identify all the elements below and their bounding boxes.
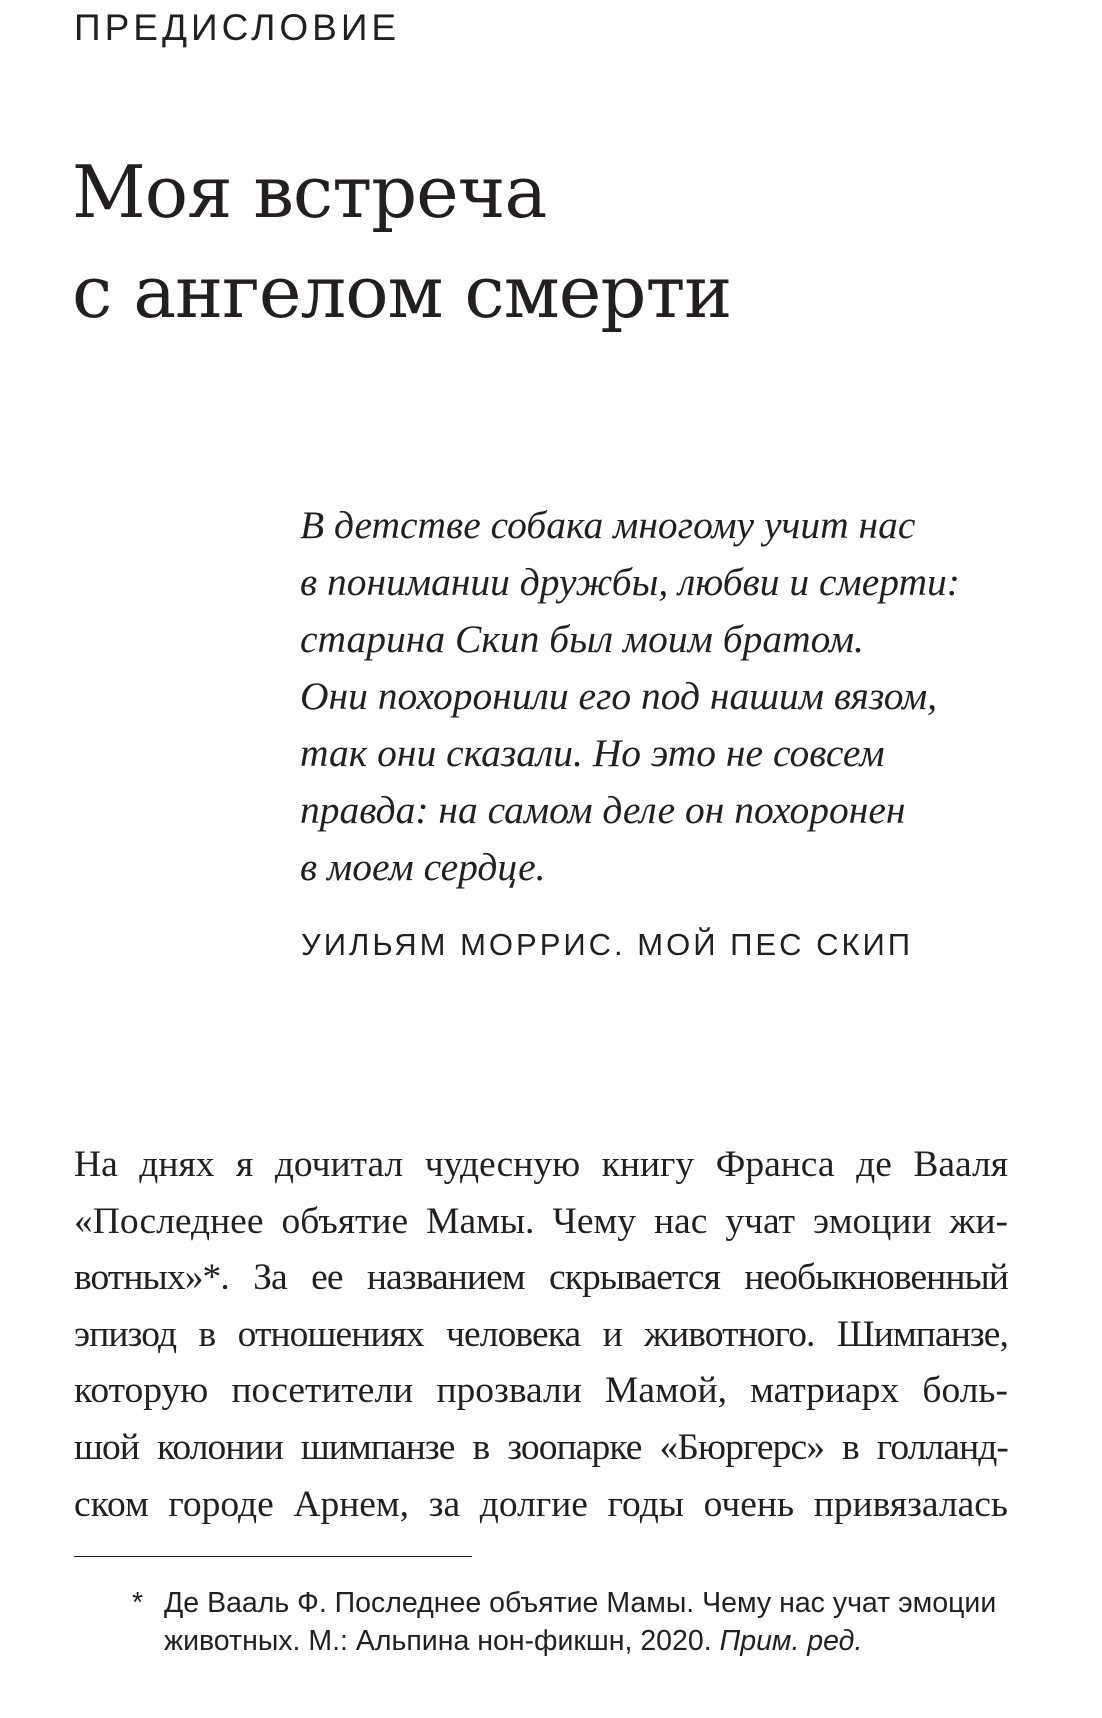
footnote-line-1: Де Вааль Ф. Последнее объятие Мамы. Чему нас учат эмоции [164, 1587, 997, 1619]
footnote-citation: животных. М.: Альпина нон-фикшн, 2020. [164, 1625, 720, 1657]
body-line: которую посетители прозвали Мамой, матриарх боль- [74, 1370, 1008, 1412]
epigraph [300, 497, 1060, 896]
body-line: На днях я дочитал чудесную книгу Франса де Вааля [74, 1144, 1008, 1185]
body-line: вотных»*. За ее названием скрывается необыкновенный [74, 1257, 1008, 1299]
body-line: ском городе Арнем, за долгие годы очень привязалась [74, 1483, 1008, 1525]
epigraph-line: правда: на самом деле он похоронен [300, 788, 906, 832]
chapter-title-line-2: с ангелом смерти [72, 250, 732, 334]
footnote-line-2 [164, 1622, 1014, 1660]
editor-note: Прим. ред. [719, 1625, 863, 1657]
section-label: ПРЕДИСЛОВИЕ [74, 7, 401, 48]
chapter-title-line-1: Моя встреча [72, 150, 547, 234]
chapter-title [72, 142, 731, 342]
footnote-marker: * [132, 1587, 144, 1619]
body-line: шой колонии шимпанзе в зоопарке «Бюргерс» в голланд- [74, 1426, 1008, 1468]
epigraph-line: в моем сердце. [300, 845, 546, 889]
body-line: эпизод в отношениях человека и животного. Шимпанзе, [74, 1313, 1008, 1355]
epigraph-line: В детстве собака многому учит нас [300, 503, 916, 547]
epigraph-line: старина Скип был моим братом. [300, 617, 864, 661]
footnote-divider [74, 1556, 472, 1557]
epigraph-line: в понимании дружбы, любви и смерти: [300, 560, 960, 604]
body-paragraph [74, 1137, 1008, 1533]
epigraph-line: так они сказали. Но это не совсем [300, 731, 885, 775]
footnote-text [164, 1584, 1014, 1660]
epigraph-attribution: УИЛЬЯМ МОРРИС. МОЙ ПЕС СКИП [301, 927, 914, 962]
epigraph-line: Они похоронили его под нашим вязом, [300, 674, 938, 718]
body-line: «Последнее объятие Мамы. Чему нас учат эмоции жи- [74, 1200, 1008, 1242]
